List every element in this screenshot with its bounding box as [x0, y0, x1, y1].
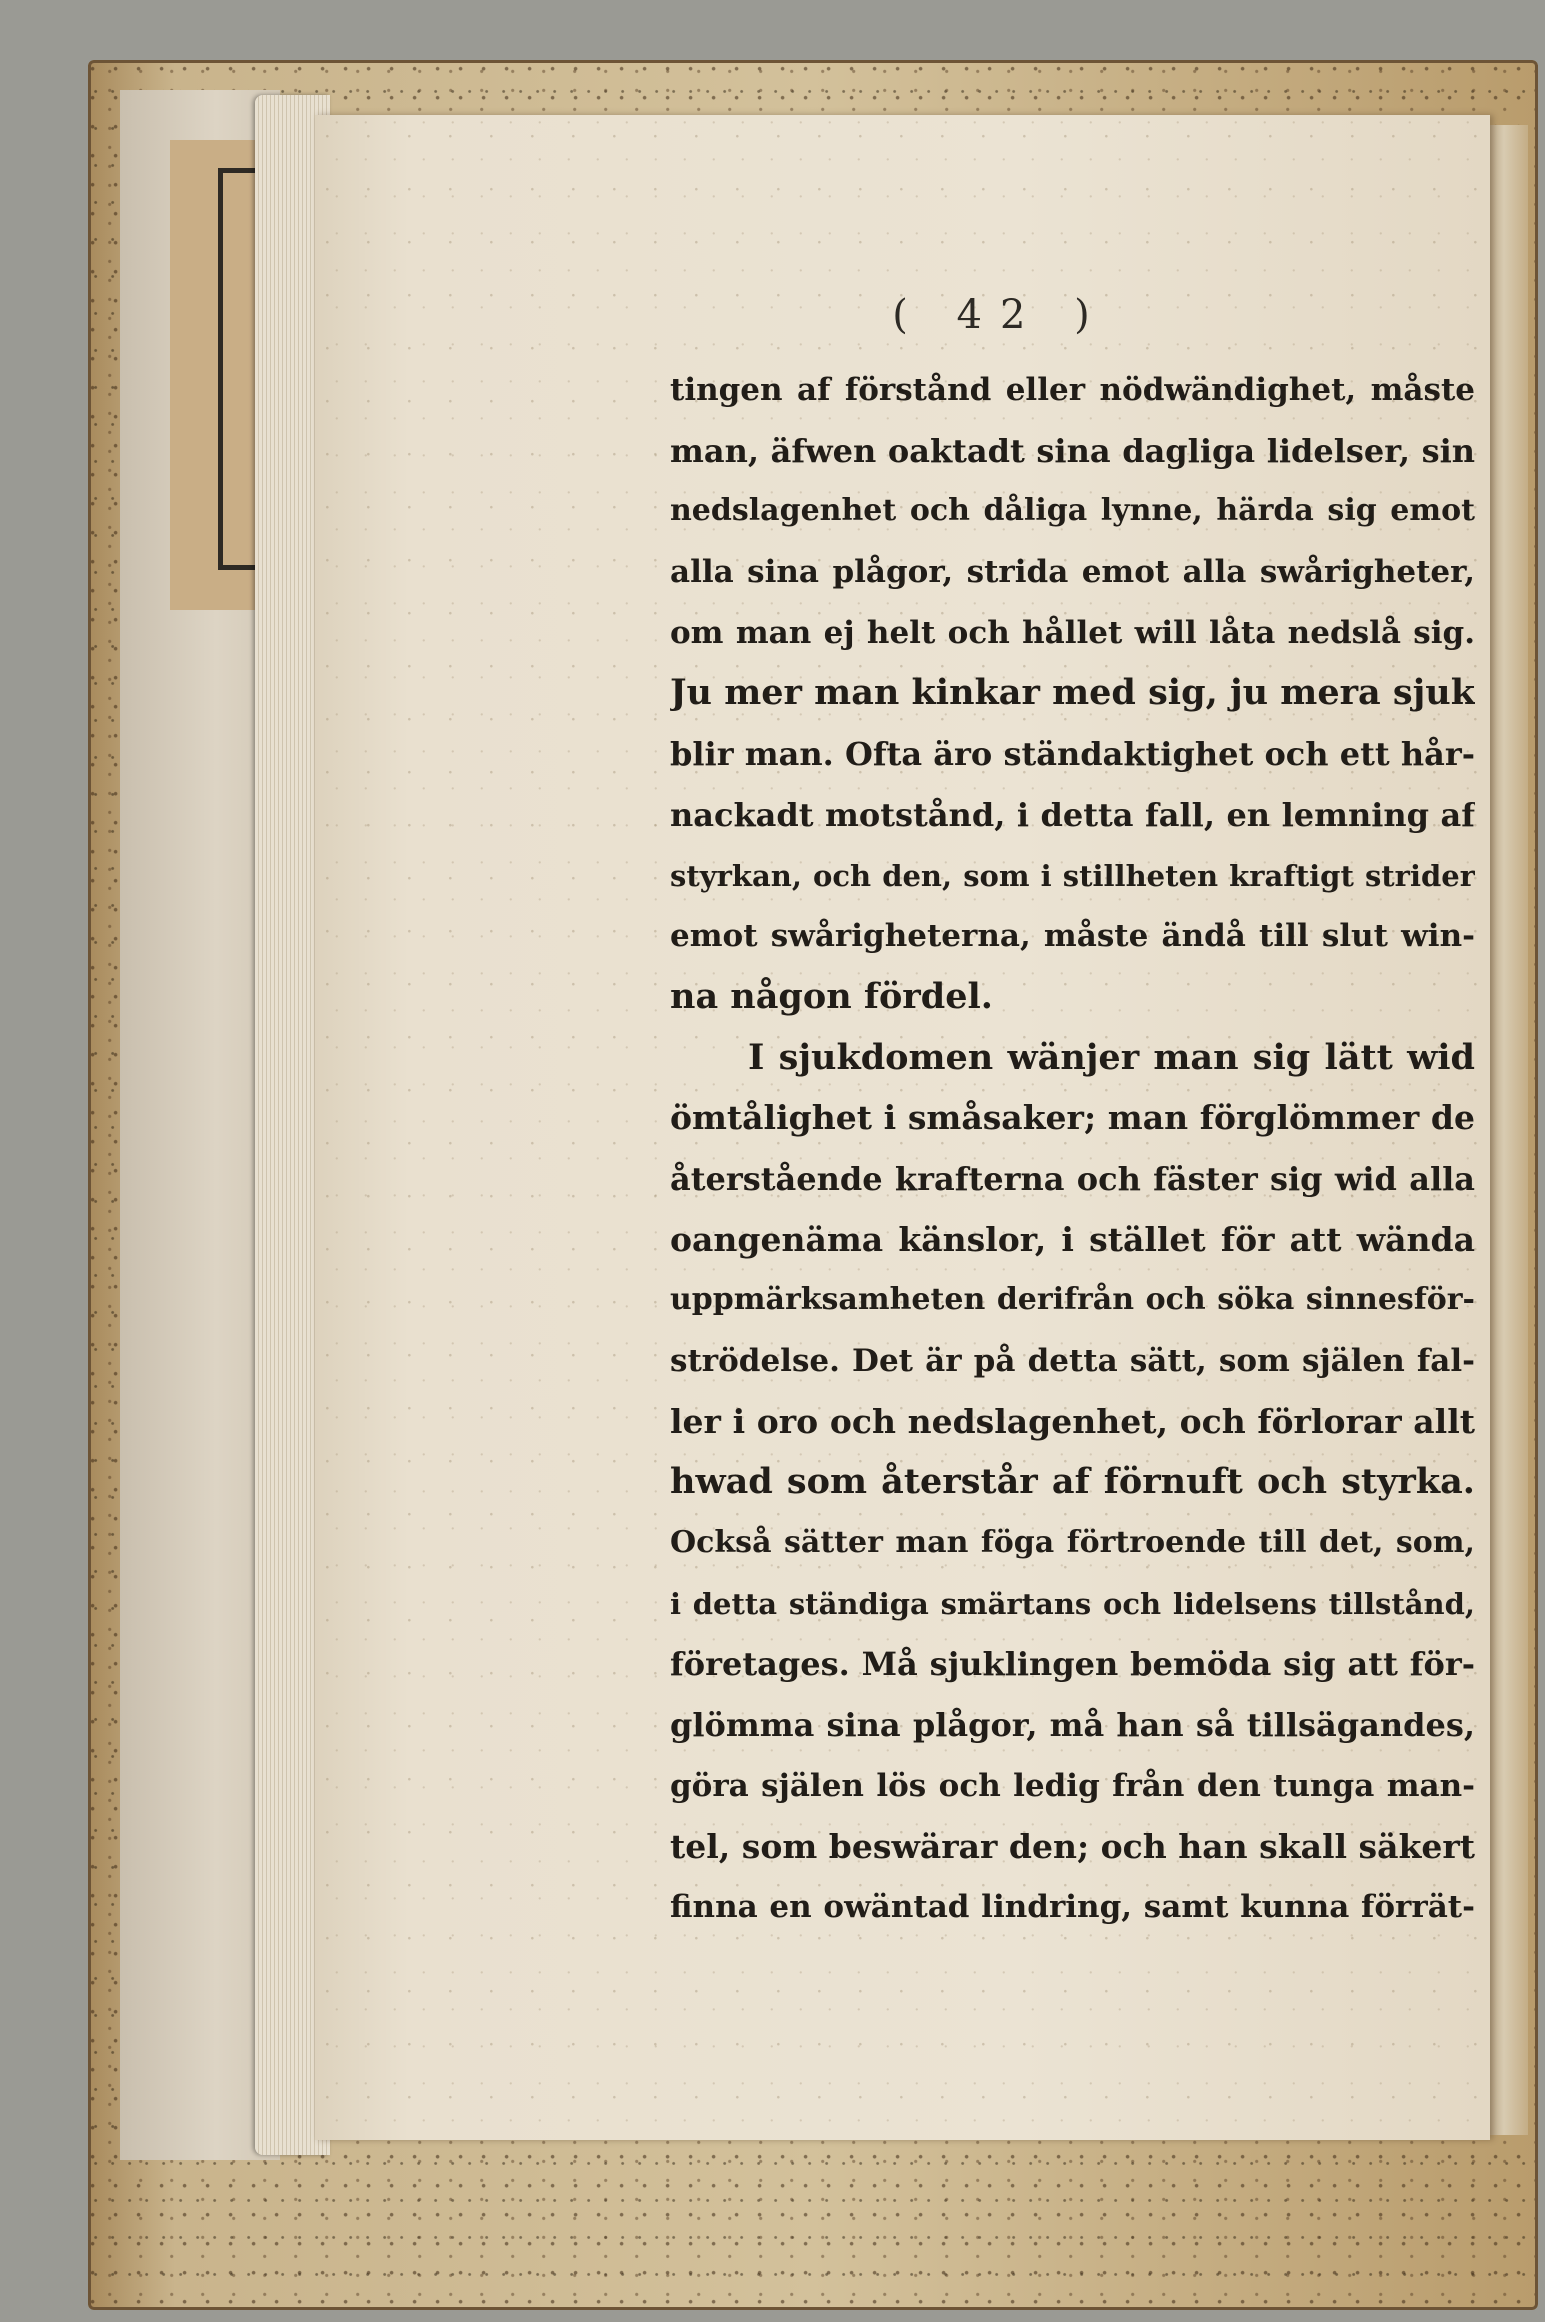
page-text: [670, 360, 1475, 1938]
text-line: i detta ständiga smärtans och lidelsens tillstånd,: [670, 1586, 1475, 1621]
text-line: företages. Må sjuklingen bemöda sig att för-: [670, 1645, 1475, 1684]
text-line: blir man. Ofta äro ständaktighet och ett hår-: [670, 735, 1475, 774]
text-line: oangenäma känslor, i stället för att wända: [670, 1219, 1475, 1259]
text-line: hwad som återstår af förnuft och styrka.: [670, 1461, 1475, 1503]
text-line: na någon fördel.: [670, 975, 993, 1017]
text-line: emot swårigheterna, måste ändå till slut win-: [670, 918, 1475, 955]
text-line: tingen af förstånd eller nödwändighet, måste: [670, 372, 1475, 408]
text-line: alla sina plågor, strida emot alla swårigheter,: [670, 554, 1475, 591]
text-line: finna en owäntad lindring, samt kunna förrät-: [670, 1889, 1475, 1926]
text-line: om man ej helt och hållet will låta nedslå sig.: [670, 614, 1475, 651]
text-line: nedslagenhet och dåliga lynne, härda sig emot: [670, 493, 1475, 529]
text-line: glömma sina plågor, må han så tillsägandes,: [670, 1706, 1475, 1745]
text-line: nackadt motstånd, i detta fall, en lemning af: [670, 795, 1475, 834]
text-line: göra själen lös och ledig från den tunga man-: [670, 1767, 1475, 1804]
text-line: ömtålighet i småsaker; man förglömmer de: [670, 1098, 1475, 1138]
page-number: ( 42 ): [892, 292, 1108, 338]
text-line: uppmärksamheten derifrån och söka sinnesför-: [670, 1282, 1475, 1318]
text-line: styrkan, och den, som i stillheten kraftigt strider: [670, 858, 1475, 893]
text-line: strödelse. Det är på detta sätt, som själen fal-: [670, 1343, 1475, 1379]
text-line: Också sätter man föga förtroende till det, som,: [670, 1525, 1475, 1561]
text-line: I sjukdomen wänjer man sig lätt wid: [748, 1036, 1475, 1078]
text-line: tel, som beswärar den; och han skall säkert: [670, 1826, 1475, 1866]
text-line: ler i oro och nedslagenhet, och förlorar allt: [670, 1401, 1475, 1441]
text-line: man, äfwen oaktadt sina dagliga lidelser, sin: [670, 431, 1475, 470]
text-line: Ju mer man kinkar med sig, ju mera sjuk: [670, 672, 1475, 714]
right-page-edge: [1488, 125, 1528, 2135]
text-line: återstående krafterna och fäster sig wid alla: [670, 1159, 1475, 1198]
